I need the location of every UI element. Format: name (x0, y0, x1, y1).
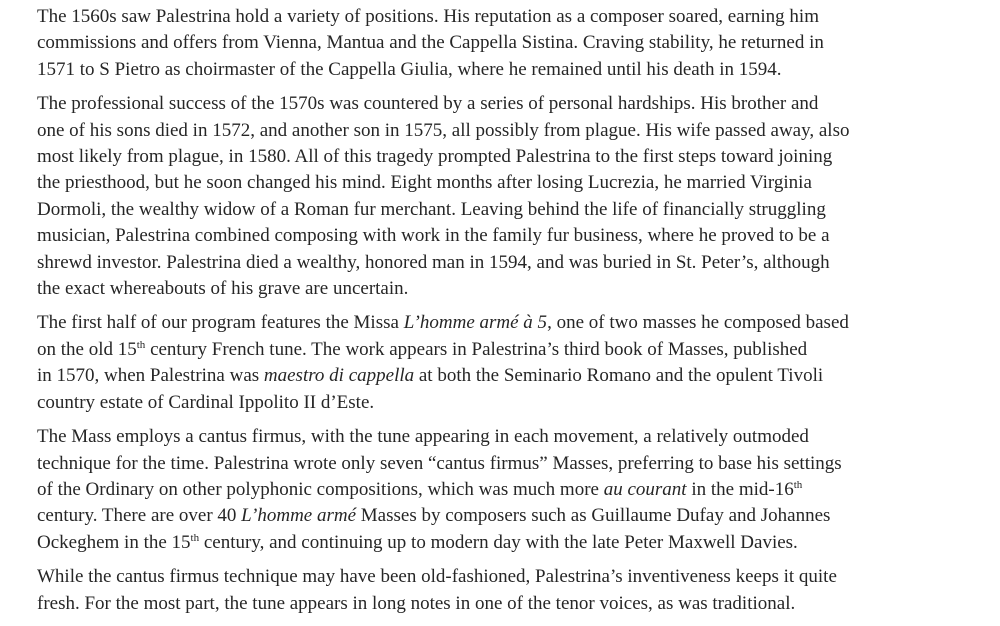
text-run: commissions and offers from Vienna, Mantua and the Cappella Sistina. Craving stability, he returned in (37, 32, 824, 54)
text-run: musician, Palestrina combined composing with work in the family fur business, where he proved to be a (37, 225, 830, 247)
text-line (37, 363, 972, 389)
italic-text: L’homme armé à 5 (403, 312, 548, 334)
text-run: one of his sons died in 1572, and another son in 1575, all possibly from plague. His wife passed away, also (37, 119, 850, 141)
text-line (37, 4, 972, 30)
ordinal-superscript: th (190, 531, 200, 544)
text-line (37, 276, 972, 302)
text-line (37, 57, 972, 83)
ordinal-superscript: th (793, 478, 803, 491)
italic-text: au courant (603, 478, 687, 500)
text-run: , one of two masses he composed based (547, 312, 849, 334)
text-run: the exact whereabouts of his grave are uncertain. (37, 278, 409, 300)
text-line (37, 91, 972, 117)
text-run: in the mid-16 (686, 478, 794, 500)
text-run: country estate of Cardinal Ippolito II d’Este. (37, 391, 375, 413)
text-line (37, 477, 972, 503)
text-line (37, 144, 972, 170)
paragraph (37, 564, 972, 617)
paragraph (37, 91, 972, 302)
document-body (37, 4, 972, 625)
text-run: The professional success of the 1570s was countered by a series of personal hardships. His brother and (37, 93, 819, 115)
paragraph (37, 310, 972, 416)
text-run: of the Ordinary on other polyphonic compositions, which was much more (37, 478, 604, 500)
text-line (37, 250, 972, 276)
text-line (37, 530, 972, 556)
text-line (37, 118, 972, 144)
text-run: While the cantus firmus technique may have been old-fashioned, Palestrina’s inventiveness keeps it quite (37, 566, 837, 588)
text-run: Masses by composers such as Guillaume Dufay and Johannes (356, 505, 831, 527)
text-run: 1571 to S Pietro as choirmaster of the Cappella Giulia, where he remained until his death in 1594. (37, 58, 782, 80)
text-run: century, and continuing up to modern day with the late Peter Maxwell Davies. (199, 531, 798, 553)
ordinal-superscript: th (136, 338, 146, 351)
italic-text: L’homme armé (241, 505, 357, 527)
text-run: The first half of our program features the Missa (37, 312, 404, 334)
text-line (37, 564, 972, 590)
italic-text: maestro di cappella (263, 365, 415, 387)
text-line (37, 451, 972, 477)
text-line (37, 337, 972, 363)
text-run: in 1570, when Palestrina was (37, 365, 264, 387)
text-line (37, 197, 972, 223)
text-run: century. There are over 40 (37, 505, 242, 527)
text-run: the priesthood, but he soon changed his mind. Eight months after losing Lucrezia, he married Virginia (37, 172, 812, 194)
text-run: at both the Seminario Romano and the opulent Tivoli (414, 365, 824, 387)
text-run: technique for the time. Palestrina wrote only seven “cantus firmus” Masses, preferring to base his settings (37, 452, 842, 474)
text-run: most likely from plague, in 1580. All of this tragedy prompted Palestrina to the first steps toward joining (37, 146, 833, 168)
text-line (37, 223, 972, 249)
paragraph (37, 424, 972, 556)
text-run: shrewd investor. Palestrina died a wealthy, honored man in 1594, and was buried in St. Peter’s, although (37, 251, 830, 273)
text-line (37, 30, 972, 56)
text-line (37, 170, 972, 196)
text-run: century French tune. The work appears in Palestrina’s third book of Masses, published (145, 338, 808, 360)
paragraph (37, 4, 972, 83)
text-run: The Mass employs a cantus firmus, with the tune appearing in each movement, a relatively outmoded (37, 426, 809, 448)
text-run: The 1560s saw Palestrina hold a variety of positions. His reputation as a composer soared, earning him (37, 6, 819, 27)
text-line (37, 424, 972, 450)
text-run: fresh. For the most part, the tune appears in long notes in one of the tenor voices, as was traditional. (37, 592, 796, 614)
text-line (37, 310, 972, 336)
text-line (37, 591, 972, 617)
text-line (37, 503, 972, 529)
text-run: on the old 15 (37, 338, 137, 360)
text-run: Ockeghem in the 15 (37, 531, 191, 553)
text-run: Dormoli, the wealthy widow of a Roman fur merchant. Leaving behind the life of financially struggling (37, 198, 826, 220)
text-line (37, 390, 972, 416)
